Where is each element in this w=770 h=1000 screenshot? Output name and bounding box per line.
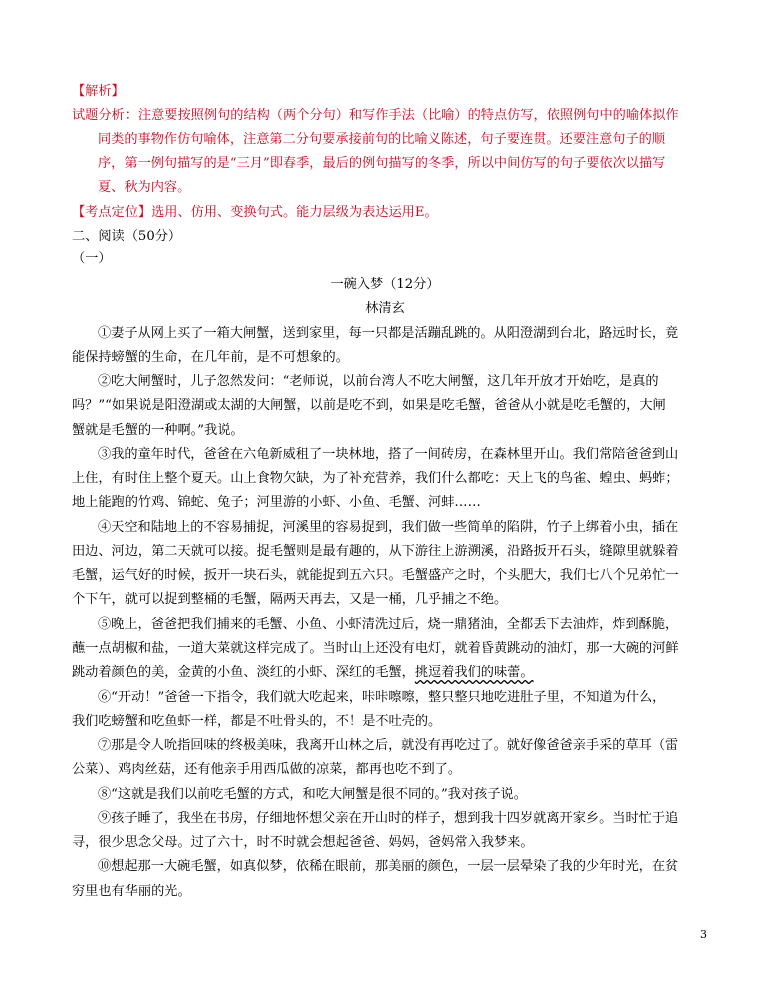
- analysis-header: 【解析】: [72, 84, 125, 99]
- underlined-phrase: 挑逗着我们的味蕾。: [414, 665, 534, 680]
- paragraph-line: ⑧“这就是我们以前吃毛蟹的方式，和吃大闸蟹是很不同的。”我对孩子说。: [98, 787, 527, 802]
- paragraph-line: 毛蟹，运气好的时候，扳开一块石头，就能捉到五六只。毛蟹盛产之时，个头肥大，我们七八个兄弟忙一: [72, 568, 679, 583]
- paragraph-line: 地上能跑的竹鸡、锦蛇、兔子；河里游的小虾、小鱼、毛蟹、河蚌……: [72, 495, 481, 510]
- paragraph-line: 蘸一点胡椒和盐，一道大菜就这样完成了。当时山上还没有电灯，就着昏黄跳动的油灯，那一大碗的河鲜: [72, 641, 679, 656]
- paragraph-line: ⑤晚上，爸爸把我们捕来的毛蟹、小鱼、小虾清洗过后，烧一鼎猪油，全都丢下去油炸，炸到酥脆，: [98, 617, 679, 632]
- article-title: 一碗入梦（12分）: [330, 277, 440, 292]
- paragraph-line: 吗？”“如果说是阳澄湖或太湖的大闸蟹，以前是吃不到，如果是吃毛蟹，爸爸从小就是吃毛蟹的，大闸: [72, 398, 666, 413]
- section-title: 二、阅读（50分）: [72, 229, 182, 244]
- analysis-line: 序，第一例句描写的是“三月”即春季，最后的例句描写的冬季，所以中间仿写的句子要依次以描写: [98, 156, 666, 171]
- kaodian-line: 【考点定位】选用、仿用、变换句式。能力层级为表达运用E。: [72, 205, 438, 220]
- paragraph-line: ③我的童年时代，爸爸在六龟新威租了一块林地，搭了一间砖房，在森林里开山。我们常陪爸爸到山: [98, 447, 679, 462]
- page-number: 3: [700, 928, 707, 941]
- paragraph-line: ②吃大闸蟹时，儿子忽然发问：“老师说，以前台湾人不吃大闸蟹，这几年开放才开始吃，是真的: [98, 374, 659, 389]
- paragraph-line: ⑦那是令人吮指回味的终极美味，我离开山林之后，就没有再吃过了。就好像爸爸亲手采的草耳（雷: [98, 738, 679, 753]
- paragraph-line: 我们吃螃蟹和吃鱼虾一样，都是不吐骨头的，不！是不吐壳的。: [72, 714, 442, 729]
- analysis-line: 试题分析：注意要按照例句的结构（两个分句）和写作手法（比喻）的特点仿写，依照例句中的喻体拟作: [72, 108, 679, 123]
- article-author: 林清玄: [365, 301, 405, 316]
- paragraph-line: 公菜）、鸡肉丝菇，还有他亲手用西瓜做的凉菜，都再也吃不到了。: [72, 762, 462, 777]
- paragraph-line: ⑥“开动！”爸爸一下指令，我们就大吃起来，咔咔嚓嚓，整只整只地吃进肚子里，不知道为什么，: [98, 690, 666, 705]
- section-subtitle: （一）: [72, 251, 112, 266]
- paragraph-line: ⑨孩子睡了，我坐在书房，仔细地怀想父亲在开山时的样子，想到我十四岁就离开家乡。当时忙于追: [98, 811, 679, 826]
- paragraph-line: ④天空和陆地上的不容易捕捉，河溪里的容易捉到，我们做一些简单的陷阱，竹子上绑着小虫，插在: [98, 520, 679, 535]
- paragraph-line: [72, 663, 534, 683]
- paragraph-line: 穷里也有华丽的光。: [72, 884, 191, 899]
- paragraph-line: 田边、河边，第二天就可以接。捉毛蟹则是最有趣的，从下游往上游溯溪，沿路扳开石头，缝隙里就躲着: [72, 544, 679, 559]
- analysis-line: 夏、秋为内容。: [98, 180, 191, 195]
- paragraph-line: 个下午，就可以捉到整桶的毛蟹，隔两天再去，又是一桶，几乎捕之不绝。: [72, 592, 508, 607]
- paragraph-line: 蟹就是毛蟹的一种啊。”我说。: [72, 423, 244, 438]
- paragraph-text: 跳动着颜色的美，金黄的小鱼、淡红的小虾、深红的毛蟹，: [72, 665, 415, 680]
- paragraph-line: 寻，很少思念父母。过了六十，时不时就会想起爸爸、妈妈，爸妈常入我梦来。: [72, 835, 534, 850]
- paragraph-line: 能保持螃蟹的生命，在几年前，是不可想象的。: [72, 350, 349, 365]
- paragraph-line: 上住，有时住上整个夏天。山上食物欠缺，为了补充营养，我们什么都吃：天上飞的鸟雀、蝗虫、蚂蚱；: [72, 471, 679, 486]
- paragraph-line: ①妻子从网上买了一箱大闸蟹，送到家里，每一只都是活蹦乱跳的。从阳澄湖到台北，路远时长，竟: [98, 326, 679, 341]
- paragraph-line: ⑩想起那一大碗毛蟹，如真似梦，依稀在眼前，那美丽的颜色，一层一层晕染了我的少年时光，在贫: [98, 859, 679, 874]
- analysis-line: 同类的事物作仿句喻体，注意第二分句要承接前句的比喻义陈述，句子要连贯。还要注意句子的顺: [98, 132, 666, 147]
